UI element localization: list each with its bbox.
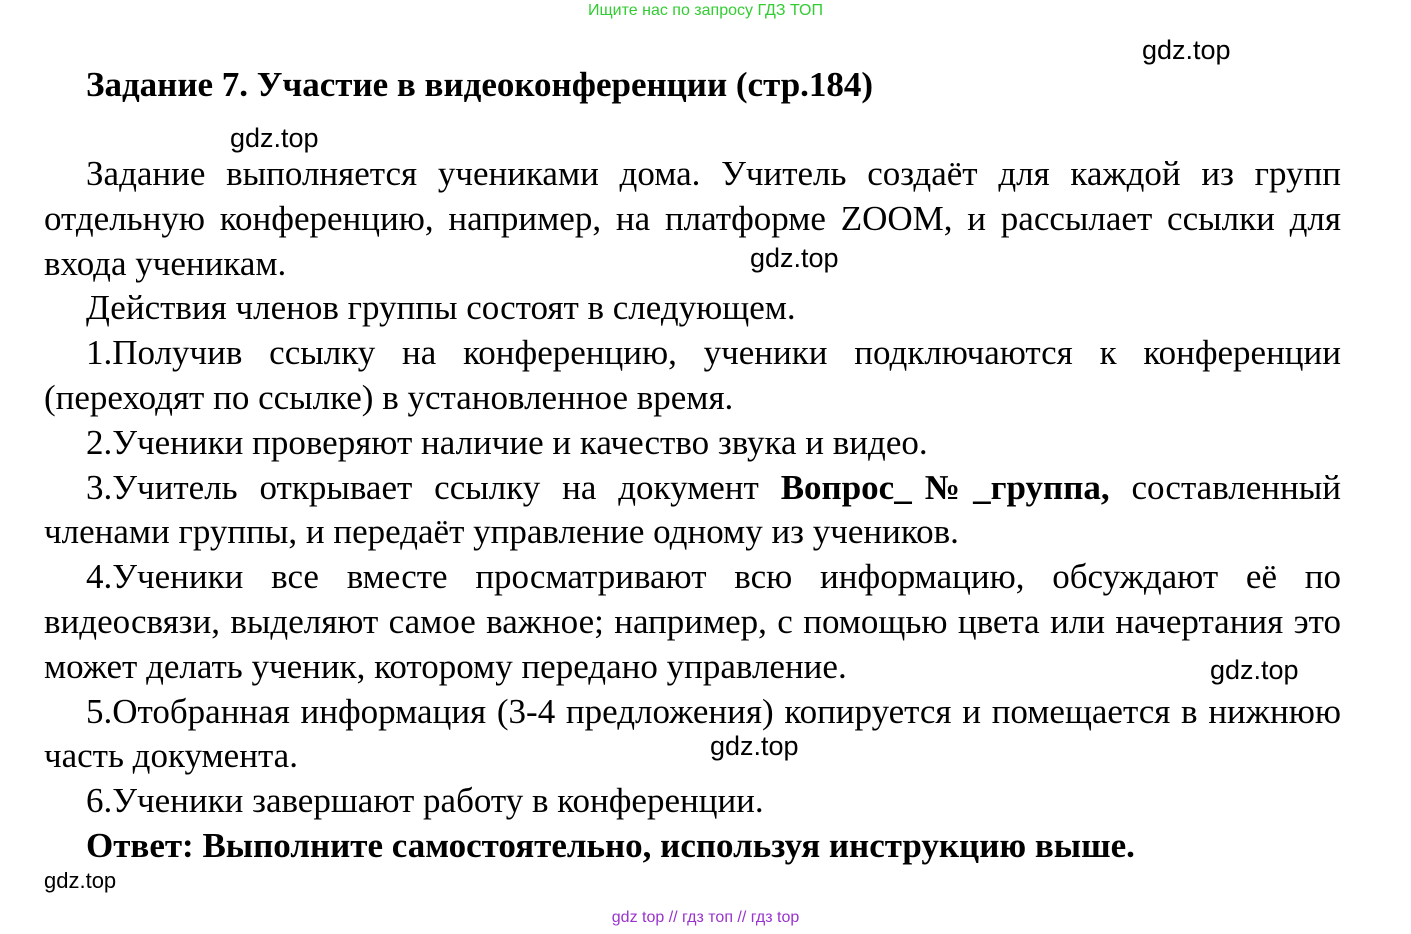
- top-banner: Ищите нас по запросу ГДЗ ТОП: [588, 2, 823, 19]
- answer-line: Ответ: Выполните самостоятельно, используя инструкцию выше.: [86, 825, 1135, 865]
- step-5: 5.Отобранная информация (3-4 предложения) копируется и помещается в нижнюю часть документа.: [44, 691, 1341, 776]
- watermark: gdz.top: [1210, 655, 1299, 685]
- step-3: [44, 466, 1341, 556]
- document-name: Вопрос_№_группа,: [780, 467, 1110, 507]
- step-6: 6.Ученики завершают работу в конференции.: [86, 781, 764, 821]
- watermark: gdz.top: [230, 123, 319, 153]
- document-body: [44, 152, 1341, 869]
- page-title: Задание 7. Участие в видеоконференции (стр.184): [86, 65, 874, 104]
- watermark: gdz.top: [44, 868, 117, 893]
- watermark: gdz.top: [750, 243, 839, 273]
- watermark: gdz.top: [1142, 35, 1231, 65]
- bottom-banner: gdz top // гдз топ // гдз top: [611, 909, 800, 926]
- watermark: gdz.top: [710, 731, 799, 761]
- step-1: 1.Получив ссылку на конференцию, ученики подключаются к конференции (переходят по ссылке) в установленное время.: [44, 333, 1341, 417]
- step-3-text-end: составленный членами группы, и передаёт управление одному из учеников.: [44, 467, 1341, 552]
- step-2: 2.Ученики проверяют наличие и качество звука и видео.: [86, 422, 928, 462]
- step-3-text: 3.Учитель открывает ссылку на документ: [86, 467, 781, 507]
- intro-paragraph: Задание выполняется учениками дома. Учитель создаёт для каждой из групп отдельную конференцию, например, на платформе ZOOM, и рассылает ссылки для входа ученикам.: [44, 154, 1341, 283]
- step-4: 4.Ученики все вместе просматривают всю информацию, обсуждают её по видеосвязи, выделяют самое важное; например, с помощью цвета или начертания это может делать ученик, которому передано управление.: [44, 557, 1341, 686]
- lead-paragraph: Действия членов группы состоят в следующем.: [86, 288, 796, 328]
